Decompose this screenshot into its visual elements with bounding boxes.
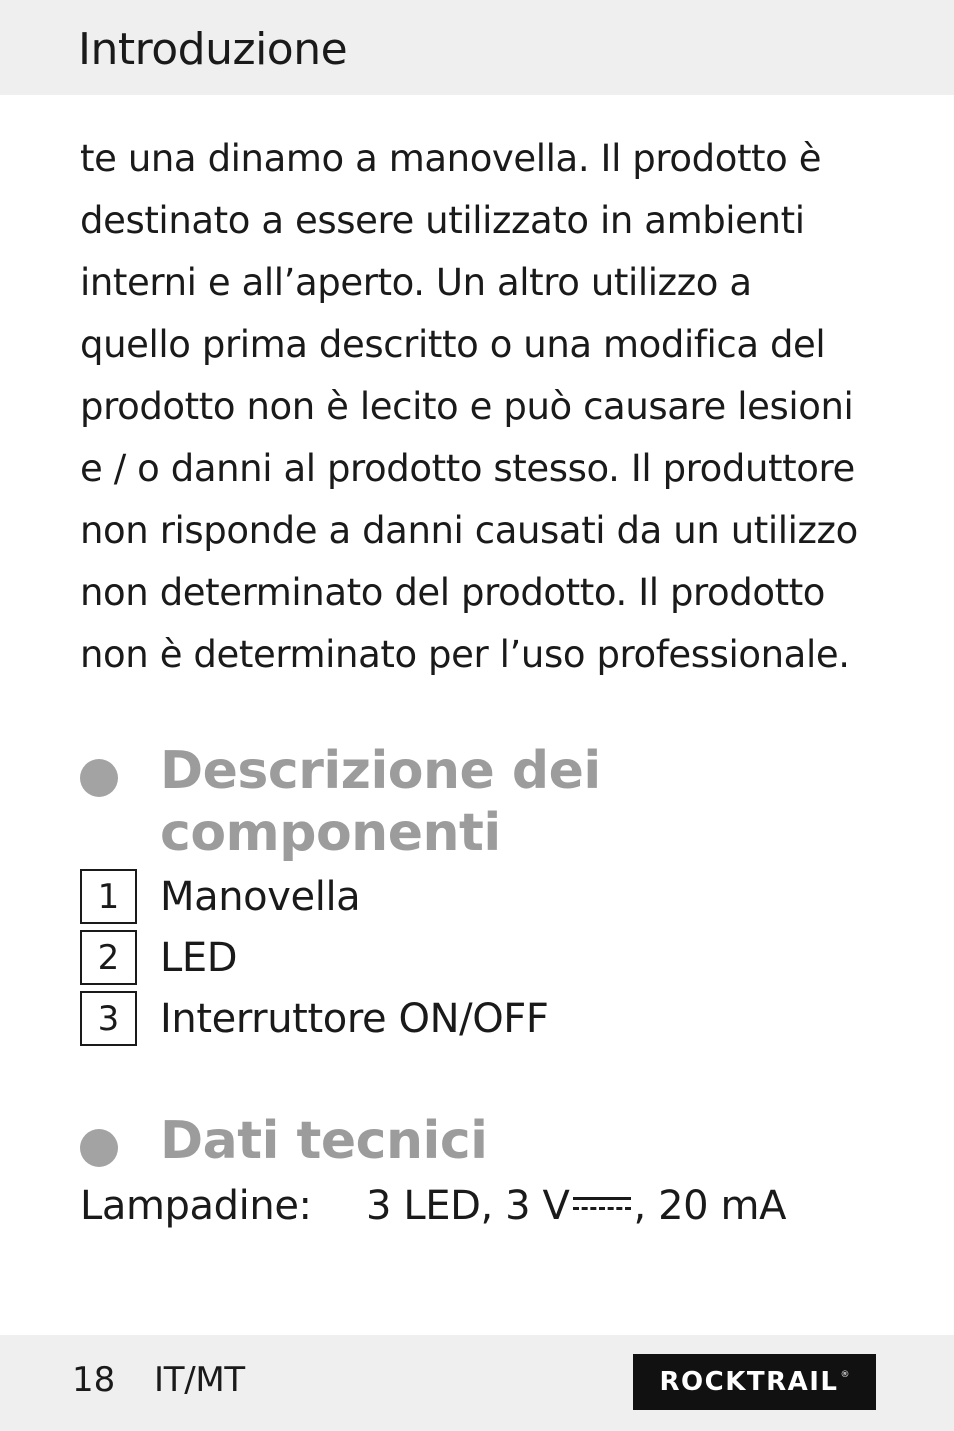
item-number-box: 3 [80,991,137,1046]
components-heading [80,740,601,864]
list-item [80,988,549,1049]
page-number: 18 [72,1360,116,1400]
paragraph-line: e / o danni al prodotto stesso. Il produttore [80,447,855,490]
heading-line: Descrizione dei [160,741,601,801]
paragraph-line: non risponde a danni causati da un utilizzo [80,509,858,552]
language-code: IT/MT [154,1360,245,1400]
spec-value-current: , 20 mA [633,1183,787,1229]
paragraph-line: non è determinato per l’uso professionale. [80,633,850,676]
paragraph-line: quello prima descritto o una modifica del [80,323,826,366]
tech-data-heading [80,1110,487,1172]
item-number-box: 1 [80,869,137,924]
list-item [80,927,549,988]
paragraph-line: destinato a essere utilizzato in ambienti [80,199,805,242]
components-heading-text [160,740,601,864]
intro-paragraph [80,128,900,686]
direct-current-icon [573,1189,631,1219]
brand-logo [633,1354,876,1410]
spec-label: Lampadine: [80,1183,312,1229]
bullet-dot-icon [80,759,118,797]
item-number-box: 2 [80,930,137,985]
registered-mark: ® [840,1370,850,1380]
item-label: LED [160,934,238,981]
item-label: Manovella [160,873,361,920]
brand-name: ROCKTRAIL [659,1367,839,1397]
spec-value: 3 LED, 3 V [366,1183,570,1229]
spec-row-bulbs [80,1176,786,1236]
item-label: Interruttore ON/OFF [160,995,549,1042]
paragraph-line: prodotto non è lecito e può causare lesioni [80,385,854,428]
paragraph-line: te una dinamo a manovella. Il prodotto è [80,137,822,180]
paragraph-line: non determinato del prodotto. Il prodotto [80,571,826,614]
tech-data-heading-text: Dati tecnici [160,1111,488,1171]
bullet-dot-icon [80,1129,118,1167]
components-list [80,866,549,1049]
paragraph-line: interni e all’aperto. Un altro utilizzo a [80,261,752,304]
page-section-title: Introduzione [78,24,348,75]
heading-line: componenti [160,803,501,863]
list-item [80,866,549,927]
